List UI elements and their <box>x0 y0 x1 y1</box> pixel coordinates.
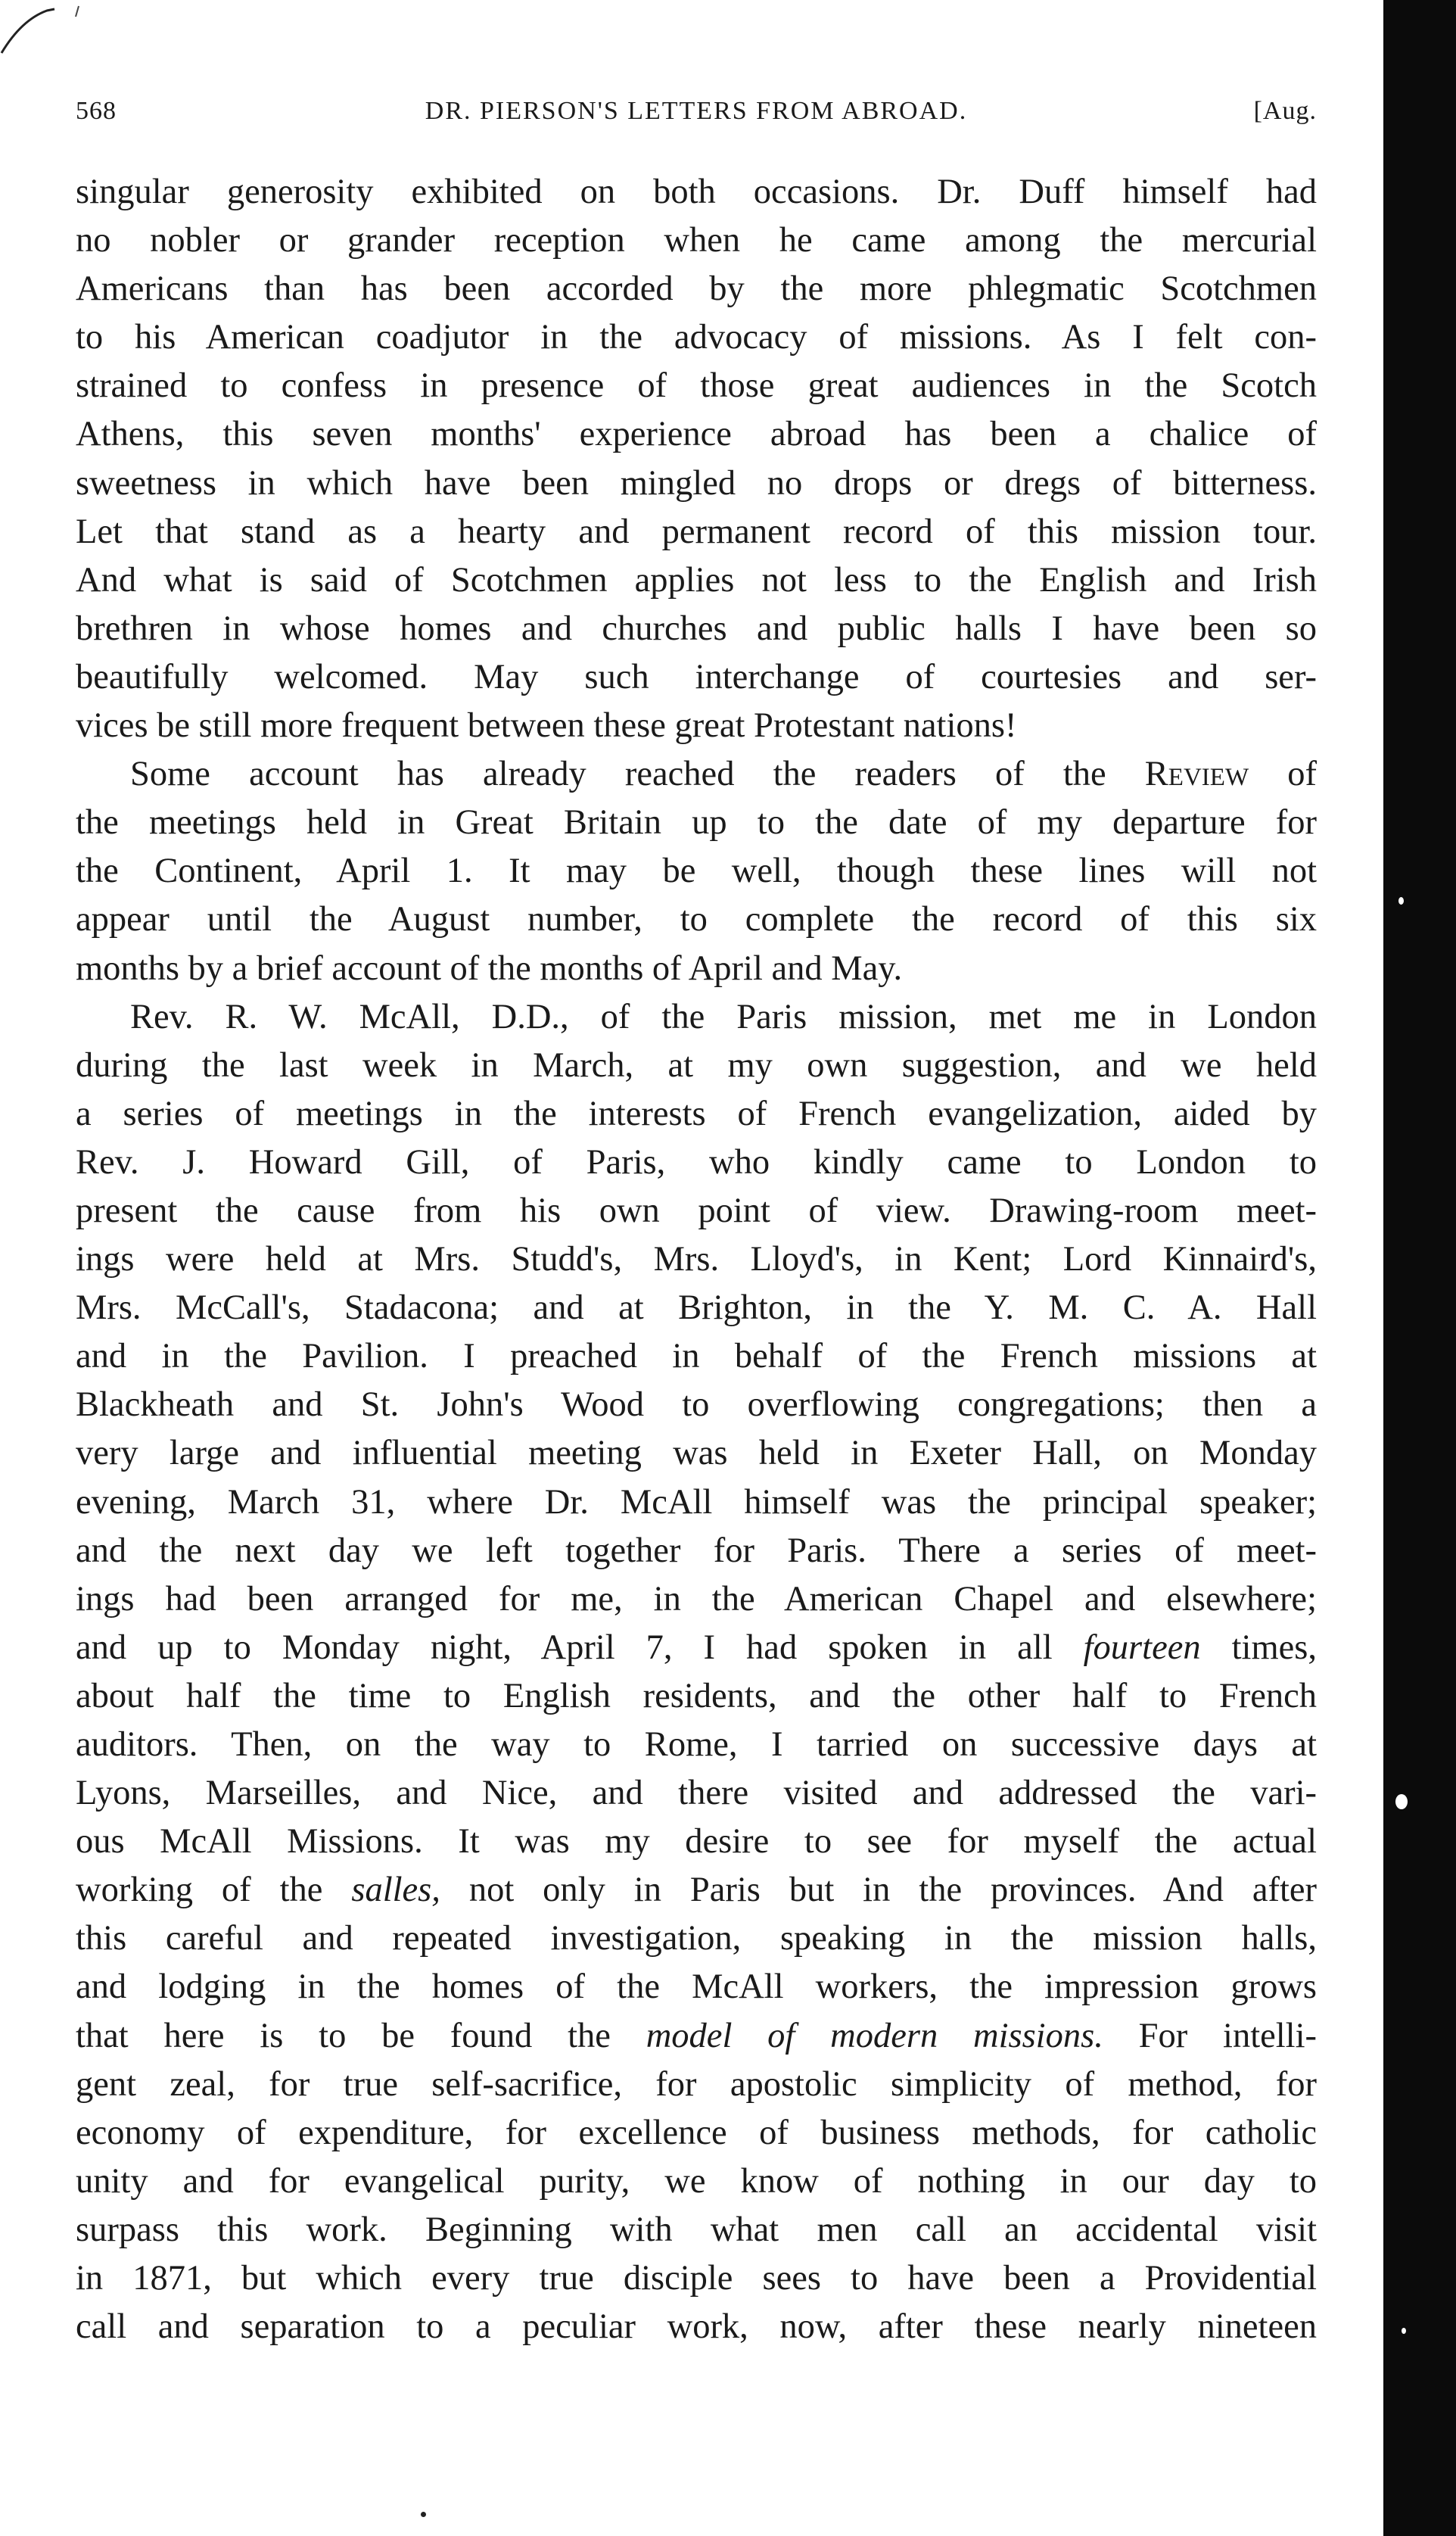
text-line: beautifully welcomed. May such interchange of courtesies and ser- <box>76 657 1317 696</box>
text-line: ings were held at Mrs. Studd's, Mrs. Lloyd's, in Kent; Lord Kinnaird's, <box>76 1240 1317 1279</box>
text-line: in 1871, but which every true disciple sees to have been a Providential <box>76 2259 1317 2298</box>
text-line: ous McAll Missions. It was my desire to see for myself the actual <box>76 1822 1317 1861</box>
text-run: For intelli- <box>1138 2016 1318 2055</box>
running-title: DR. PIERSON'S LETTERS FROM ABROAD. <box>425 97 968 125</box>
text-run: that here is to be found the <box>76 2016 611 2055</box>
text-line: gent zeal, for true self-sacrifice, for apostolic simplicity of method, for <box>76 2064 1317 2104</box>
text-run: of <box>1287 755 1318 794</box>
text-line: ings had been arranged for me, in the American Chapel and elsewhere; <box>76 1579 1317 1618</box>
text-line: a series of meetings in the interests of French evangelization, aided by <box>76 1094 1317 1133</box>
page-number: 568 <box>76 97 117 125</box>
text-line: appear until the August number, to complete the record of this six <box>76 900 1317 939</box>
paragraph <box>76 750 1317 992</box>
text-line: And what is said of Scotchmen applies not less to the English and Irish <box>76 560 1317 600</box>
text-line: present the cause from his own point of view. Drawing-room meet- <box>76 1191 1317 1230</box>
text-line: Let that stand as a hearty and permanent record of this mission tour. <box>76 512 1317 551</box>
text-line: call and separation to a peculiar work, now, after these nearly nineteen <box>76 2307 1317 2347</box>
running-head <box>76 97 1317 142</box>
text-run: Some account has already reached the readers of the <box>130 755 1106 794</box>
print-speck <box>421 2512 426 2517</box>
text-run: times, <box>1231 1628 1317 1667</box>
edge-speck <box>1398 897 1404 905</box>
text-line: about half the time to English residents, and the other half to French <box>76 1676 1317 1715</box>
text-line: vices be still more frequent between these great Protestant nations! <box>76 706 1017 746</box>
text-line <box>76 2012 1317 2061</box>
italic-phrase: model of modern missions. <box>646 2016 1103 2055</box>
body-text <box>76 168 1317 2351</box>
text-run: not only in Paris but in the provinces. And after <box>468 1871 1317 1910</box>
italic-word: salles, <box>351 1871 440 1910</box>
date-marker: [Aug. <box>1253 97 1317 125</box>
text-line: Blackheath and St. John's Wood to overflowing congregations; then a <box>76 1385 1317 1425</box>
text-run: and up to Monday night, April 7, I had spoken in all <box>76 1628 1053 1667</box>
text-line: auditors. Then, on the way to Rome, I tarried on successive days at <box>76 1725 1317 1764</box>
scan-corner-mark <box>0 0 98 61</box>
text-line: unity and for evangelical purity, we know of nothing in our day to <box>76 2161 1317 2201</box>
text-line: and in the Pavilion. I preached in behalf of the French missions at <box>76 1337 1317 1376</box>
text-line <box>76 1624 1317 1672</box>
text-run: working of the <box>76 1871 323 1910</box>
text-line: no nobler or grander reception when he came among the mercurial <box>76 221 1317 260</box>
text-line: the Continent, April 1. It may be well, though these lines will not <box>76 852 1317 891</box>
text-line: and lodging in the homes of the McAll workers, the impression grows <box>76 1967 1317 2007</box>
edge-speck <box>1402 2328 1406 2334</box>
text-line: economy of expenditure, for excellence of business methods, for catholic <box>76 2113 1317 2152</box>
text-line: Rev. R. W. McAll, D.D., of the Paris mission, met me in London <box>130 997 1317 1036</box>
text-line: singular generosity exhibited on both occasions. Dr. Duff himself had <box>76 173 1317 211</box>
text-line: evening, March 31, where Dr. McAll himself was the principal speaker; <box>76 1482 1317 1522</box>
text-line: months by a brief account of the months of April and May. <box>76 949 903 988</box>
text-line: surpass this work. Beginning with what men call an accidental visit <box>76 2210 1317 2249</box>
journal-name: Review <box>1144 755 1249 794</box>
text-line: Athens, this seven months' experience abroad has been a chalice of <box>76 415 1317 454</box>
scan-dark-edge <box>1383 0 1456 2536</box>
text-line: and the next day we left together for Paris. There a series of meet- <box>76 1531 1317 1570</box>
text-line <box>76 750 1317 799</box>
text-line: this careful and repeated investigation, speaking in the mission halls, <box>76 1919 1317 1958</box>
text-line: very large and influential meeting was held in Exeter Hall, on Monday <box>76 1434 1317 1473</box>
text-line: to his American coadjutor in the advocacy of missions. As I felt con- <box>76 318 1317 357</box>
text-line: during the last week in March, at my own suggestion, and we held <box>76 1045 1317 1085</box>
text-line: brethren in whose homes and churches and public halls I have been so <box>76 609 1317 648</box>
text-line: Lyons, Marseilles, and Nice, and there visited and addressed the vari- <box>76 1774 1317 1813</box>
text-line: the meetings held in Great Britain up to the date of my departure for <box>76 803 1317 843</box>
text-line: Americans than has been accorded by the more phlegmatic Scotchmen <box>76 269 1317 309</box>
text-line: Rev. J. Howard Gill, of Paris, who kindly came to London to <box>76 1142 1317 1182</box>
italic-word: fourteen <box>1083 1628 1201 1667</box>
edge-speck <box>1395 1794 1408 1809</box>
paragraph <box>76 168 1317 750</box>
paragraph <box>76 993 1317 2352</box>
text-line <box>76 1866 1317 1914</box>
text-line: strained to confess in presence of those great audiences in the Scotch <box>76 366 1317 406</box>
text-line: sweetness in which have been mingled no drops or dregs of bitterness. <box>76 463 1317 503</box>
text-line: Mrs. McCall's, Stadacona; and at Brighton, in the Y. M. C. A. Hall <box>76 1288 1317 1328</box>
